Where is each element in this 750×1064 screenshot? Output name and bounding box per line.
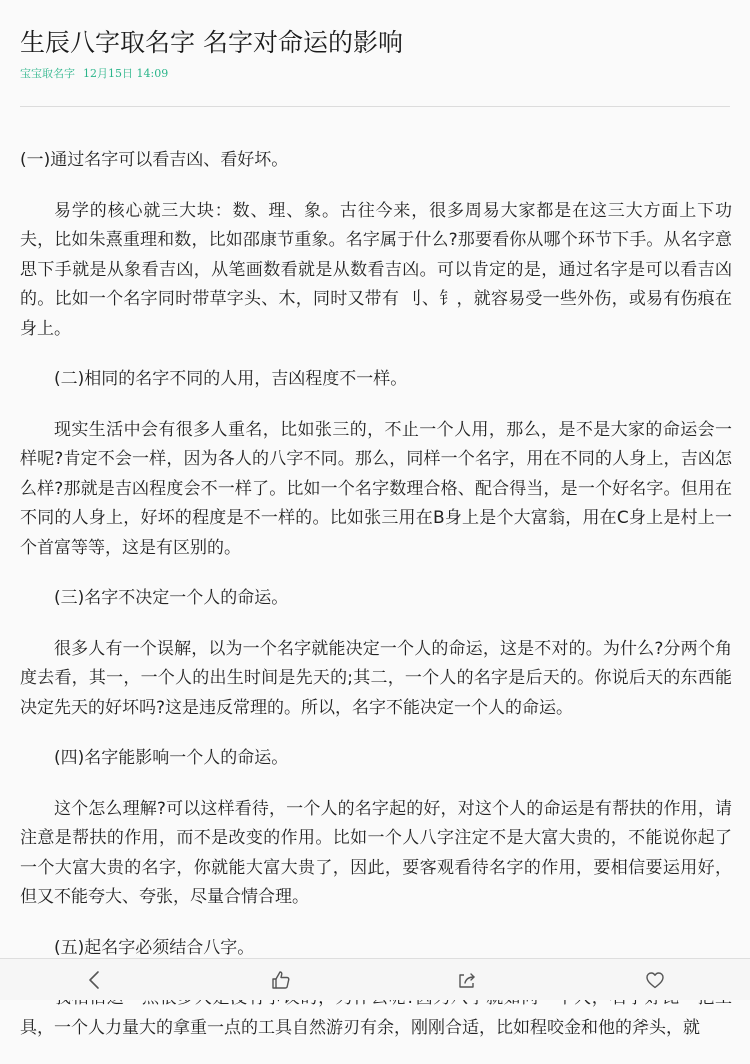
back-button[interactable] — [80, 965, 110, 995]
paragraph: 现实生活中会有很多人重名，比如张三的，不止一个人用，那么，是不是大家的命运会一样呢?肯定不会一样，因为各人的八字不同。那么，同样一个名字，用在不同的人身上，吉凶怎么样?那就是吉凶程度会不一样了。比如一个名字数理合格、配合得当，是一个好名字。但用在不同的人身上，好坏的程度是不一样的。比如张三用在B身上是个大富翁，用在C身上是村上一个首富等等，这是有区别的。 — [20, 419, 732, 558]
divider — [20, 106, 730, 107]
share-icon — [456, 969, 478, 991]
article-body — [20, 146, 732, 1064]
section-heading: (五)起名字必须结合八字。 — [54, 937, 255, 958]
share-button[interactable] — [452, 965, 482, 995]
section-heading: (四)名字能影响一个人的命运。 — [54, 748, 289, 768]
favorite-button[interactable] — [640, 965, 670, 995]
section-heading: (二)相同的名字不同的人用，吉凶程度不一样。 — [54, 369, 408, 389]
like-button[interactable] — [266, 965, 296, 995]
publish-date: 12月15日 14:09 — [83, 67, 169, 80]
thumbs-up-icon — [270, 969, 292, 991]
section-heading: (三)名字不决定一个人的命运。 — [54, 588, 289, 608]
bottom-toolbar — [0, 958, 750, 1000]
paragraph: 具，一个人力量大的拿重一点的工具自然游刃有余，刚刚合适，比如程咬金和他的斧头，就 — [20, 1017, 700, 1038]
paragraph: 易学的核心就三大块：数、理、象。古往今来，很多周易大家都是在这三大方面上下功夫，比如朱熹重理和数，比如邵康节重象。名字属于什么?那要看你从哪个环节下手。从名字意思下手就是从象看吉凶，从笔画数看就是从数看吉凶。可以肯定的是，通过名字是可以看吉凶的。比如一个名字同时带草字头、木，同时又带有 刂、钅，就容易受一些外伤，或易有伤痕在身上。 — [20, 200, 732, 339]
author-link[interactable]: 宝宝取名字 — [20, 67, 75, 80]
heart-icon — [644, 969, 666, 991]
paragraph: 这个怎么理解?可以这样看待，一个人的名字起的好，对这个人的命运是有帮扶的作用，请注意是帮扶的作用，而不是改变的作用。比如一个人八字注定不是大富大贵的，不能说你起了一个大富大贵的名字，你就能大富大贵了，因此，要客观看待名字的作用，要相信要运用好，但又不能夸大、夸张，尽量合情合理。 — [20, 798, 732, 907]
article-title: 生辰八字取名字 名字对命运的影响 — [20, 28, 403, 57]
back-arrow-icon — [85, 969, 105, 991]
article-meta — [20, 66, 168, 82]
paragraph: 很多人有一个误解，以为一个名字就能决定一个人的命运，这是不对的。为什么?分两个角度去看，其一，一个人的出生时间是先天的;其二，一个人的名字是后天的。你说后天的东西能决定先天的好坏吗?这是违反常理的。所以，名字不能决定一个人的命运。 — [20, 638, 732, 718]
section-heading: (一)通过名字可以看吉凶、看好坏。 — [20, 150, 289, 170]
